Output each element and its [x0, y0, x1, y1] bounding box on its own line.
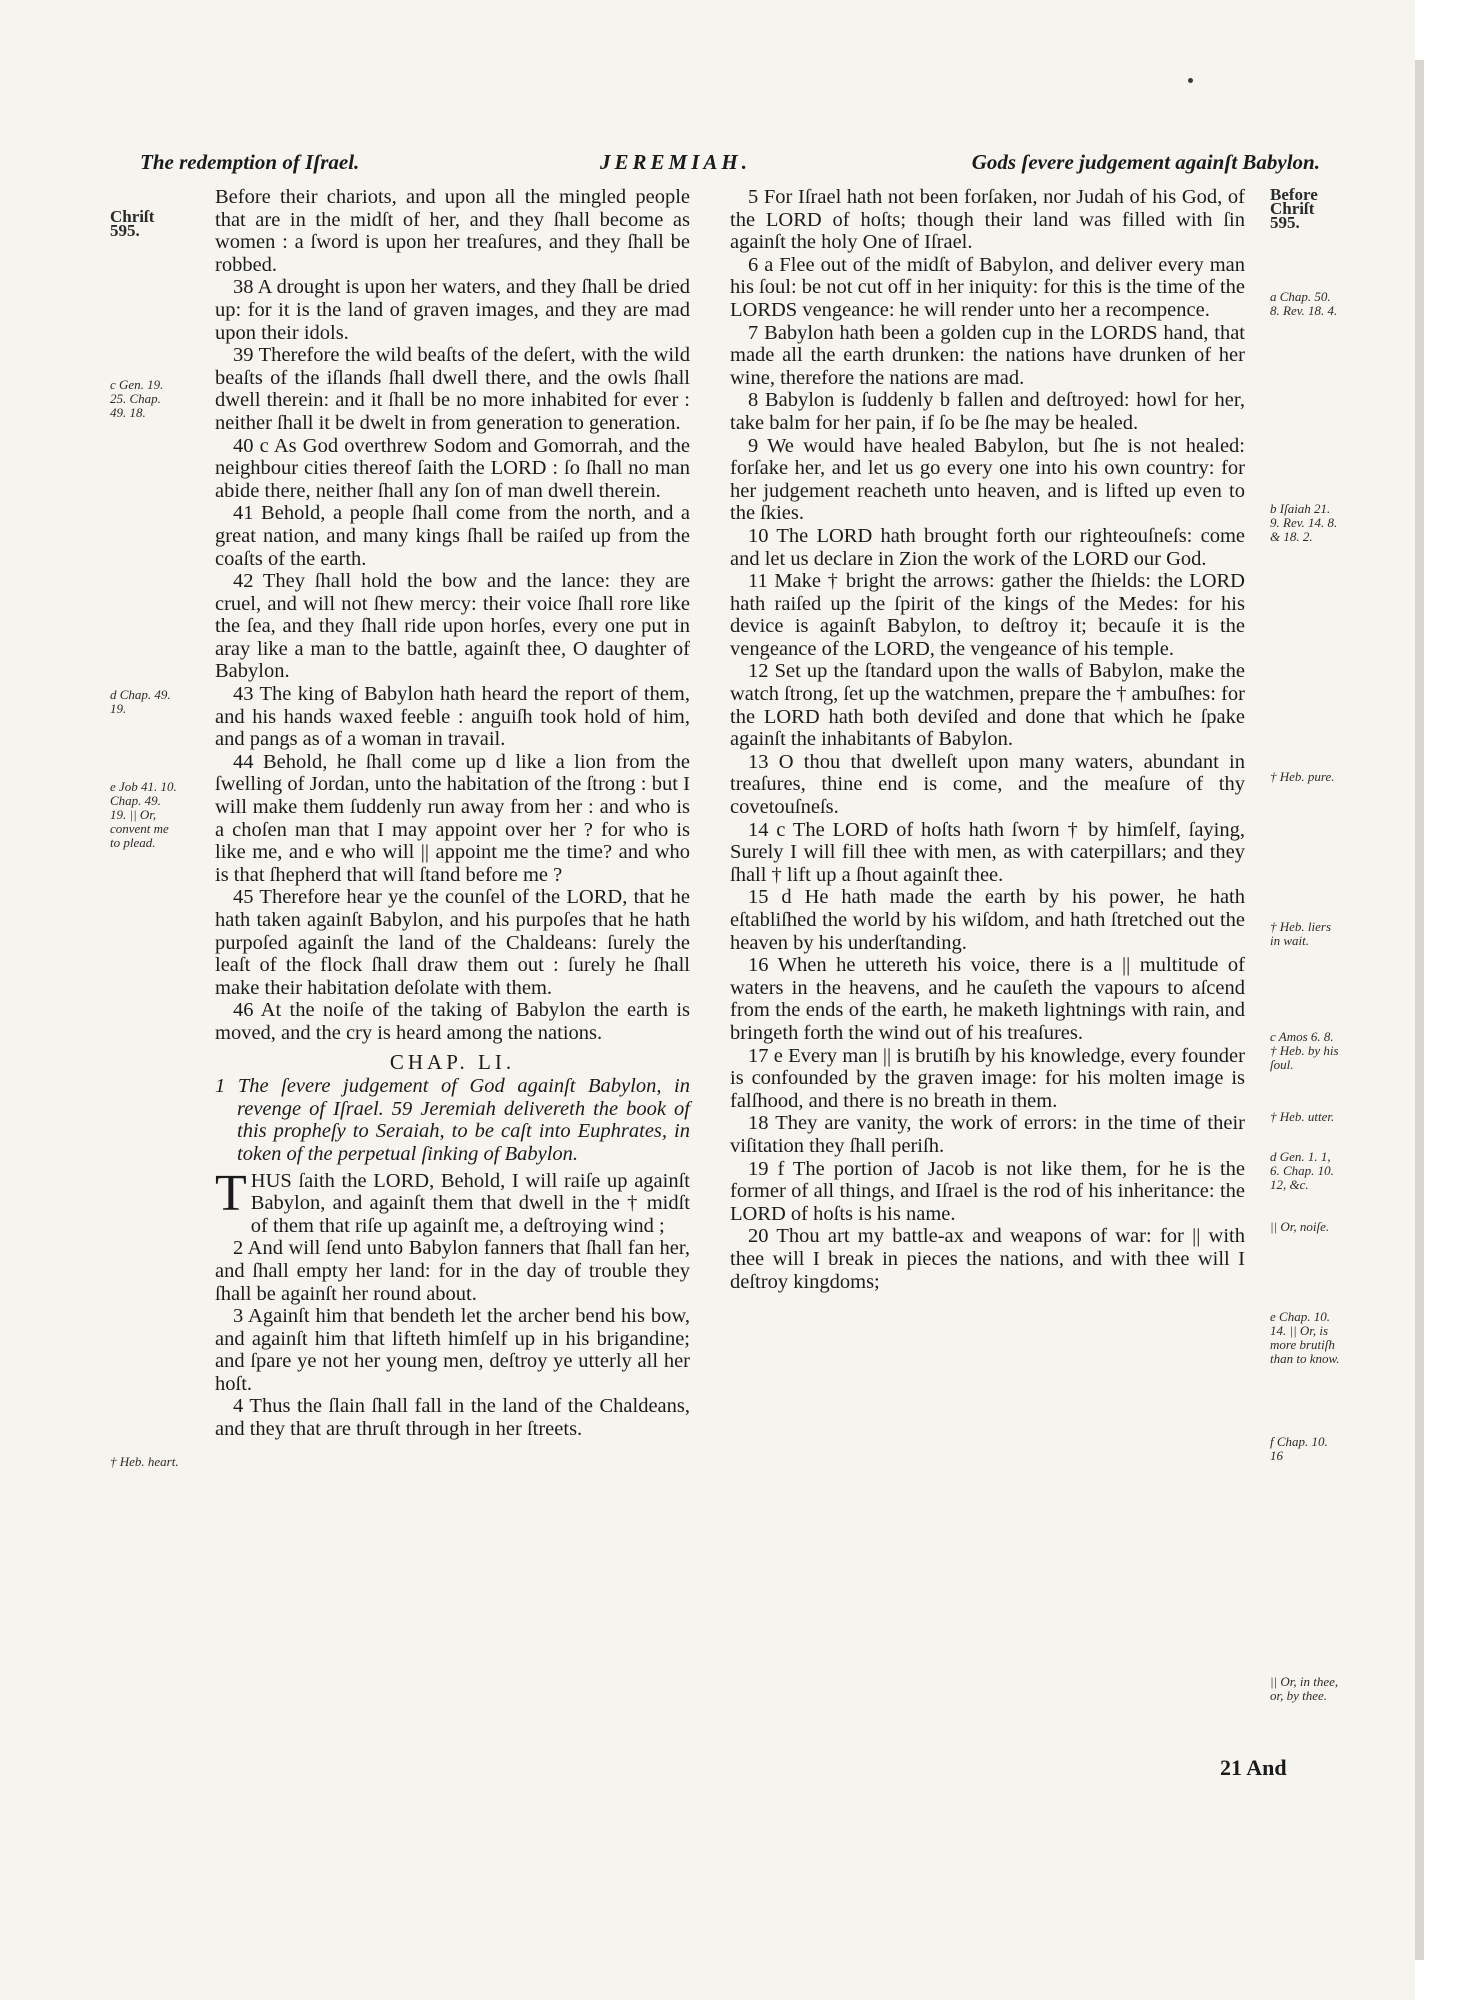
verse: 40 c As God overthrew Sodom and Gomorrah, and the neighbour cities thereof ſaith the LORD : ſo ſhall no man abide there, neither ſhall any ſon of man dwell therein.: [215, 434, 690, 502]
margin-note: Chriſt 595.: [110, 207, 155, 240]
margin-note: || Or, noiſe.: [1270, 1219, 1330, 1234]
margin-note: † Heb. liers in wait.: [1270, 919, 1332, 948]
verse: 44 Behold, he ſhall come up d like a lion from the ſwelling of Jordan, unto the habitation of the ſtrong : but I will make them ſuddenly run away from her : and who is a choſen man that I may appoint over her ? for who is like me, and e who will || appoint me the time? and who is that ſhepherd that will ſtand before me ?: [215, 750, 690, 886]
verse: 6 a Flee out of the midſt of Babylon, and deliver every man his ſoul: be not cut off in her iniquity: for this is the time of the LORDS vengeance: he will render unto her a recompence.: [730, 253, 1245, 321]
verse: 12 Set up the ſtandard upon the walls of Babylon, make the watch ſtrong, ſet up the watchmen, prepare the † ambuſhes: for the LORD hath both deviſed and done that which he ſpake againſt the inhabitants of Babylon.: [730, 660, 1245, 751]
catchword: 21 And: [1220, 1755, 1287, 1780]
verse: 7 Babylon hath been a golden cup in the LORDS hand, that made all the earth drunken: the nations have drunken of her wine, therefore the nations are mad.: [730, 321, 1245, 389]
margin-note: d Chap. 49. 19.: [110, 687, 171, 716]
margin-note: e Job 41. 10. Chap. 49. 19. || Or, convent me to plead.: [110, 779, 177, 850]
verse: 9 We would have healed Babylon, but ſhe is not healed: forſake her, and let us go every one into his own country: for her judgement reacheth unto heaven, and is lifted up even to the ſkies.: [730, 434, 1245, 525]
header-right: Gods ſevere judgement againſt Babylon.: [971, 150, 1320, 174]
chapter-summary: 1 The ſevere judgement of God againſt Babylon, in revenge of Iſrael. 59 Jeremiah delivereth the book of this propheſy to Seraiah, to be caſt into Euphrates, in token of the perpetual ſinking of Babylon.: [215, 1075, 690, 1165]
verse: 41 Behold, a people ſhall come from the north, and a great nation, and many kings ſhall be raiſed up from the coaſts of the earth.: [215, 502, 690, 570]
verse: Before their chariots, and upon all the mingled people that are in the midſt of her, and they ſhall become as women : a ſword is upon her treaſures, and they ſhall be robbed.: [215, 186, 690, 276]
verse: 17 e Every man || is brutiſh by his knowledge, every founder is confounded by the graven image: for his molten image is falſhood, and there is no breath in them.: [730, 1044, 1245, 1112]
verse: 38 A drought is upon her waters, and they ſhall be dried up: for it is the land of graven images, and they are mad upon their idols.: [215, 276, 690, 344]
left-column-text: [215, 186, 690, 1441]
running-header: [140, 150, 1320, 178]
margin-note: d Gen. 1. 1, 6. Chap. 10. 12, &c.: [1270, 1149, 1334, 1192]
verse: 11 Make † bright the arrows: gather the ſhields: the LORD hath raiſed up the ſpirit of the kings of the Medes: for his device is againſt Babylon, to deſtroy it; becauſe it is the vengeance of the LORD, the vengeance of his temple.: [730, 570, 1245, 660]
verse: 20 Thou art my battle-ax and weapons of war: for || with thee will I break in pieces the nations, and with thee will I deſtroy kingdoms;: [730, 1225, 1245, 1293]
verse: 5 For Iſrael hath not been forſaken, nor Judah of his God, of the LORD of hoſts; though their land was filled with ſin againſt the holy One of Iſrael.: [730, 186, 1245, 254]
verse: 8 Babylon is ſuddenly b fallen and deſtroyed: howl for her, take balm for her pain, if ſo be ſhe may be healed.: [730, 389, 1245, 434]
verse: 46 At the noiſe of the taking of Babylon the earth is moved, and the cry is heard among the nations.: [215, 999, 690, 1044]
margin-note: f Chap. 10. 16: [1270, 1434, 1328, 1463]
verse: 45 Therefore hear ye the counſel of the LORD, that he hath taken againſt Babylon, and his purpoſes that he hath purpoſed againſt the land of the Chaldeans: ſurely the leaſt of the flock ſhall draw them out : ſurely he ſhall make their habitation deſolate with them.: [215, 886, 690, 999]
chapter-opening-verse: [215, 1164, 690, 1238]
verse: 14 c The LORD of hoſts hath ſworn † by himſelf, ſaying, Surely I will fill thee with men, as with caterpillars; and they ſhall † lift up a ſhout againſt thee.: [730, 818, 1245, 886]
margin-note: Before Chriſt 595.: [1270, 185, 1318, 232]
header-book-title: JEREMIAH.: [600, 150, 751, 174]
verse: 19 f The portion of Jacob is not like them, for he is the former of all things, and Iſrael is the rod of his inheritance: the LORD of hoſts is his name.: [730, 1157, 1245, 1225]
verse: 13 O thou that dwelleſt upon many waters, abundant in treaſures, thine end is come, and the meaſure of thy covetouſneſs.: [730, 750, 1245, 819]
margin-note: † Heb. heart.: [110, 1454, 179, 1469]
margin-note: c Gen. 19. 25. Chap. 49. 18.: [110, 377, 164, 420]
verse: 4 Thus the ſlain ſhall fall in the land of the Chaldeans, and they that are thruſt through in her ſtreets.: [215, 1395, 690, 1441]
margin-note: e Chap. 10. 14. || Or, is more brutiſh than to know.: [1270, 1309, 1340, 1366]
ink-speck: [1188, 78, 1193, 83]
verse-text: HUS ſaith the LORD, Behold, I will raiſe up againſt Babylon, and againſt them that dwell in the † midſt of them that riſe up againſt me, a deſtroying wind ;: [250, 1169, 690, 1237]
verse: 3 Againſt him that bendeth let the archer bend his bow, and againſt him that lifteth himſelf up in his brigandine; and ſpare ye not her young men, deſtroy ye utterly all her hoſt.: [215, 1305, 690, 1395]
verse: 10 The LORD hath brought forth our righteouſneſs: come and let us declare in Zion the work of the LORD our God.: [730, 524, 1245, 570]
margin-note: b Iſaiah 21. 9. Rev. 14. 8. & 18. 2.: [1270, 501, 1338, 544]
right-column: [730, 186, 1290, 1293]
margin-note: † Heb. pure.: [1270, 769, 1335, 784]
verse: 42 They ſhall hold the bow and the lance: they are cruel, and will not ſhew mercy: their voice ſhall rore like the ſea, and they ſhall ride upon horſes, every one put in aray like a man to the battle, againſt thee, O daughter of Babylon.: [215, 570, 690, 683]
header-left: The redemption of Iſrael.: [140, 150, 360, 174]
margin-note: a Chap. 50. 8. Rev. 18. 4.: [1270, 289, 1338, 318]
margin-note: † Heb. utter.: [1270, 1109, 1335, 1124]
margin-note: c Amos 6. 8. † Heb. by his ſoul.: [1270, 1029, 1339, 1072]
chapter-heading: CHAP. LI.: [389, 1049, 516, 1074]
left-column: [115, 186, 710, 1441]
verse: 43 The king of Babylon hath heard the report of them, and his hands waxed feeble : anguiſh took hold of him, and pangs as of a woman in travail.: [215, 683, 690, 751]
paper-edge: [1415, 60, 1424, 1960]
drop-cap: T: [215, 1164, 247, 1222]
bible-page: [110, 150, 1340, 1790]
verse: 2 And will ſend unto Babylon fanners that ſhall fan her, and ſhall empty her land: for in the day of trouble they ſhall be againſt her round about.: [215, 1237, 690, 1305]
right-column-text: [730, 186, 1245, 1293]
margin-note: || Or, in thee, or, by thee.: [1270, 1674, 1339, 1703]
verse: 39 Therefore the wild beaſts of the deſert, with the wild beaſts of the iſlands ſhall dwell there, and the owls ſhall dwell therein: and it ſhall be no more inhabited for ever : neither ſhall it be dwelt in from generation to generation.: [215, 344, 690, 434]
verse: 16 When he uttereth his voice, there is a || multitude of waters in the heavens, and he cauſeth the vapours to aſcend from the ends of the earth, he maketh lightnings with rain, and bringeth forth the wind out of his treaſures.: [730, 954, 1245, 1044]
verse: 18 They are vanity, the work of errors: in the time of their viſitation they ſhall periſh.: [730, 1112, 1245, 1157]
verse: 15 d He hath made the earth by his power, he hath eſtabliſhed the world by his wiſdom, and hath ſtretched out the heaven by his underſtanding.: [730, 886, 1245, 954]
